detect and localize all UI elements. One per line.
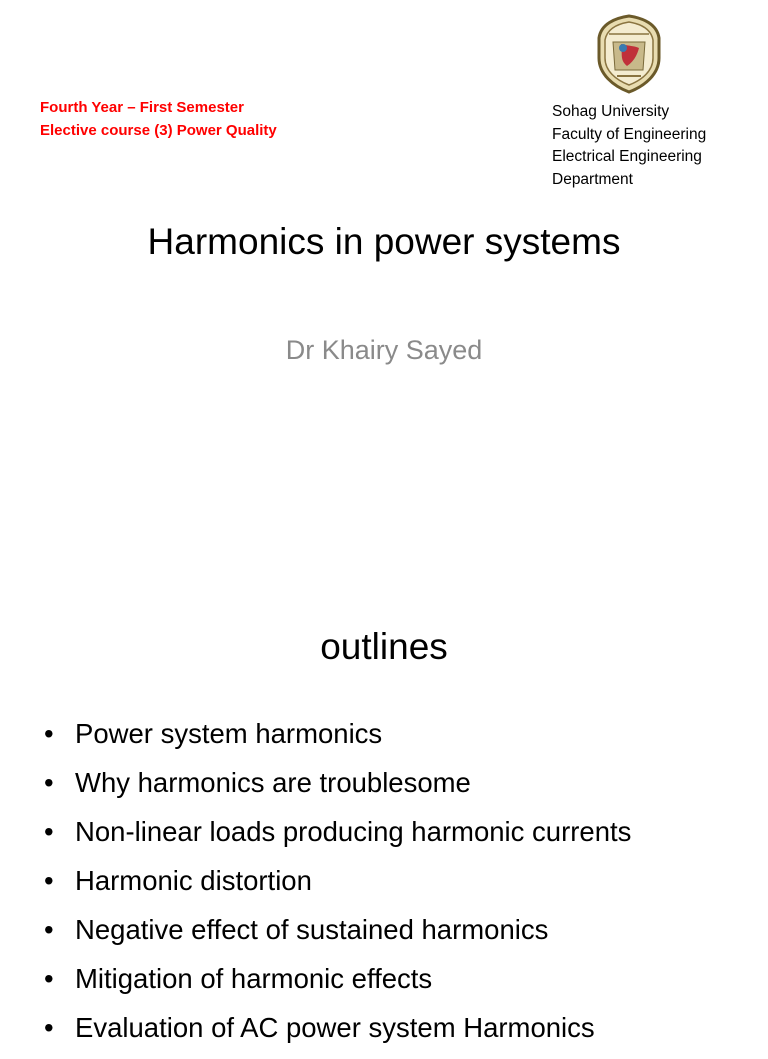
university-name: Sohag University bbox=[552, 103, 670, 120]
outline-slide bbox=[0, 576, 768, 1043]
presenter-name: Dr Khairy Sayed bbox=[285, 335, 483, 365]
list-item-text: Negative effect of sustained harmonics bbox=[75, 914, 549, 945]
outline-title: outlines bbox=[320, 626, 448, 667]
bullet-icon: • bbox=[44, 767, 54, 798]
list-item-text: Mitigation of harmonic effects bbox=[75, 963, 433, 994]
course-name: Elective course (3) Power Quality bbox=[40, 122, 277, 139]
department-name-line1: Electrical Engineering bbox=[552, 148, 702, 165]
list-item-text: Why harmonics are troublesome bbox=[75, 767, 471, 798]
department-name-line2: Department bbox=[552, 171, 633, 188]
bullet-icon: • bbox=[44, 865, 54, 896]
list-item-text: Harmonic distortion bbox=[75, 865, 312, 896]
list-item-text: Non-linear loads producing harmonic currents bbox=[75, 816, 632, 847]
slide-title: Harmonics in power systems bbox=[147, 221, 621, 262]
faculty-name: Faculty of Engineering bbox=[552, 126, 707, 143]
list-item-text: Power system harmonics bbox=[75, 718, 383, 749]
bullet-icon: • bbox=[44, 914, 54, 945]
list-item-text: Evaluation of AC power system Harmonics bbox=[75, 1012, 595, 1043]
bullet-icon: • bbox=[44, 963, 54, 994]
bullet-icon: • bbox=[44, 1012, 54, 1043]
course-year-semester: Fourth Year – First Semester bbox=[40, 99, 244, 116]
university-crest-icon bbox=[593, 12, 665, 94]
bullet-icon: • bbox=[44, 718, 54, 749]
bullet-icon: • bbox=[44, 816, 54, 847]
